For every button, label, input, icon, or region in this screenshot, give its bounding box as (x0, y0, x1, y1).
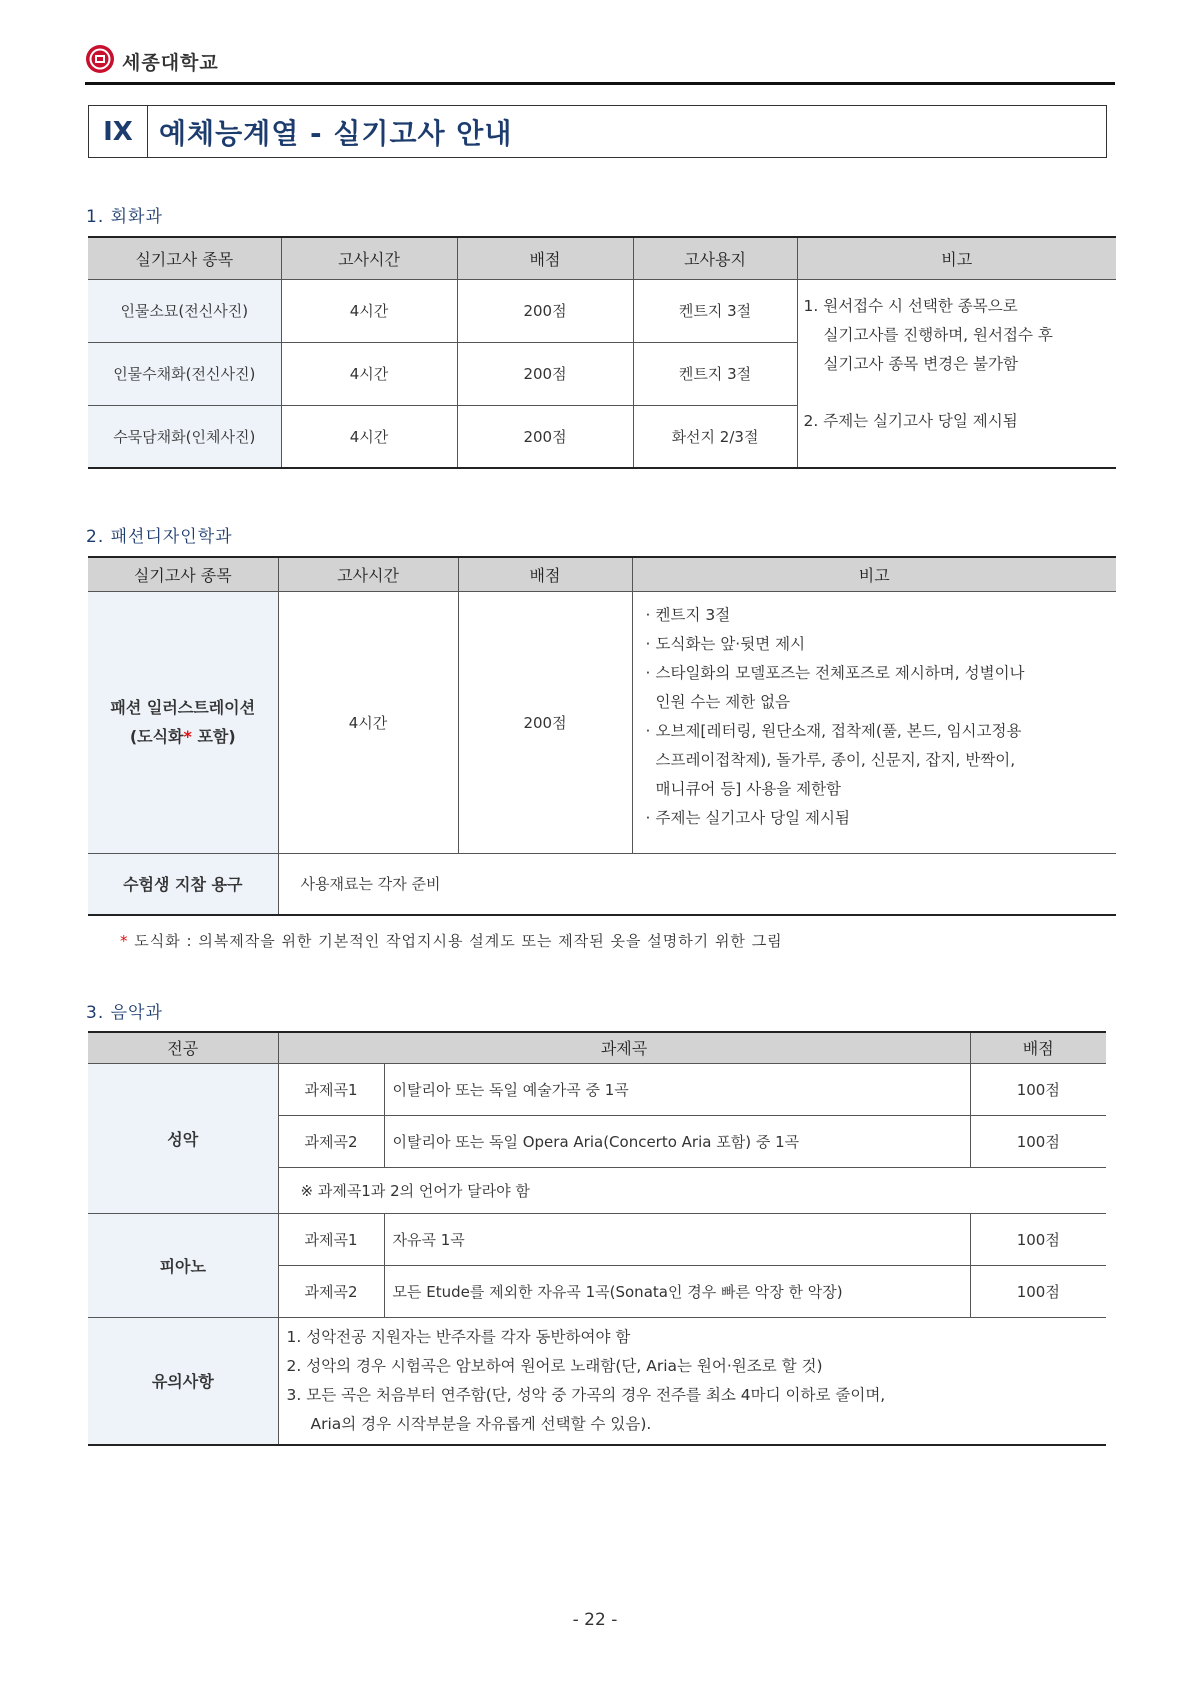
piece-score: 100점 (970, 1063, 1106, 1115)
exam-score: 200점 (457, 405, 633, 468)
note-1-line2: 실기고사를 진행하며, 원서접수 후 (823, 325, 1053, 344)
music-exam-table (88, 1031, 1106, 1446)
table-row (88, 853, 1116, 915)
piece-desc: 모든 Etude를 제외한 자유곡 1곡(Sonata인 경우 빠른 악장 한 악장) (384, 1265, 970, 1317)
piece-desc: 자유곡 1곡 (384, 1213, 970, 1265)
item-line1: 패션 일러스트레이션 (110, 698, 256, 717)
item-line2-pre: (도식화 (129, 727, 184, 746)
header-paper: 고사용지 (633, 237, 797, 279)
footnote-star: * (120, 932, 129, 950)
page-header (85, 44, 1115, 84)
item-line2-post: 포함) (191, 727, 236, 746)
exam-paper: 화선지 2/3절 (633, 405, 797, 468)
chapter-title-box (88, 105, 1107, 158)
table-row (88, 591, 1116, 853)
vocal-remark: ※ 과제곡1과 2의 언어가 달라야 함 (278, 1167, 1106, 1213)
exam-item: 인물소묘(전신사진) (88, 279, 281, 342)
note-item: · 도식화는 앞·뒷면 제시 (646, 630, 1112, 659)
chapter-number: IX (89, 106, 148, 157)
piece-label: 과제곡2 (278, 1265, 384, 1317)
header-rule (85, 82, 1115, 85)
piece-label: 과제곡2 (278, 1115, 384, 1167)
section-title-music: 3. 음악과 (86, 1003, 163, 1023)
piece-desc: 이탈리아 또는 독일 예술가곡 중 1곡 (384, 1063, 970, 1115)
university-seal-icon (85, 44, 115, 74)
piece-label: 과제곡1 (278, 1213, 384, 1265)
piece-score: 100점 (970, 1213, 1106, 1265)
caution-item-cont: Aria의 경우 시작부분을 자유롭게 선택할 수 있음). (310, 1414, 652, 1433)
major-vocal: 성악 (88, 1063, 278, 1213)
supplies-label: 수험생 지참 용구 (88, 853, 278, 915)
fashion-notes (632, 591, 1116, 853)
exam-time: 4시간 (281, 342, 457, 405)
header-item: 실기고사 종목 (88, 557, 278, 591)
exam-time: 4시간 (281, 279, 457, 342)
caution-item: 2. 성악의 경우 시험곡은 암보하여 원어로 노래함(단, Aria는 원어·원조로 할 것) (286, 1356, 823, 1375)
section-title-fashion: 2. 패션디자인학과 (86, 527, 233, 547)
header-score: 배점 (970, 1032, 1106, 1063)
university-name: 세종대학교 (122, 52, 219, 74)
piece-desc: 이탈리아 또는 독일 Opera Aria(Concerto Aria 포함) 중 1곡 (384, 1115, 970, 1167)
exam-score: 200점 (457, 342, 633, 405)
caution-item: 1. 성악전공 지원자는 반주자를 각자 동반하여야 함 (286, 1327, 631, 1346)
header-item: 실기고사 종목 (88, 237, 281, 279)
note-2: 2. 주제는 실기고사 당일 제시됨 (803, 411, 1018, 430)
note-item (646, 717, 1112, 804)
header-major: 전공 (88, 1032, 278, 1063)
note-line: 오브제[레터링, 원단소재, 접착제(풀, 본드, 임시고정용 (655, 721, 1022, 740)
exam-paper: 켄트지 3절 (633, 279, 797, 342)
note-item: · 켄트지 3절 (646, 601, 1112, 630)
painting-notes (797, 279, 1116, 468)
header-note: 비고 (632, 557, 1116, 591)
chapter-title: 예체능계열 - 실기고사 안내 (159, 116, 513, 150)
footnote-star: * (183, 727, 192, 746)
table-row (88, 1063, 1106, 1115)
piece-score: 100점 (970, 1265, 1106, 1317)
note-1-line3: 실기고사 종목 변경은 불가함 (823, 354, 1018, 373)
header-note: 비고 (797, 237, 1116, 279)
note-line: 스타일화의 모델포즈는 전체포즈로 제시하며, 성별이나 (655, 663, 1025, 682)
header-score: 배점 (457, 237, 633, 279)
note-line: 매니큐어 등] 사용을 제한함 (655, 779, 842, 798)
exam-score: 200점 (457, 279, 633, 342)
fashion-exam-table (88, 556, 1116, 916)
major-piano: 피아노 (88, 1213, 278, 1317)
note-line: 스프레이접착제), 돌가루, 종이, 신문지, 잡지, 반짝이, (655, 750, 1016, 769)
header-piece: 과제곡 (278, 1032, 970, 1063)
header-time: 고사시간 (281, 237, 457, 279)
cautions-list (278, 1317, 1106, 1445)
header-time: 고사시간 (278, 557, 458, 591)
table-row (88, 1317, 1106, 1445)
caution-item: 3. 모든 곡은 처음부터 연주함(단, 성악 중 가곡의 경우 전주를 최소 4마디 이하로 줄이며, (286, 1385, 886, 1404)
exam-item: 수묵담채화(인체사진) (88, 405, 281, 468)
exam-paper: 켄트지 3절 (633, 342, 797, 405)
section-title-painting: 1. 회화과 (86, 207, 163, 227)
header-score: 배점 (458, 557, 632, 591)
supplies-value: 사용재료는 각자 준비 (278, 853, 1116, 915)
piece-score: 100점 (970, 1115, 1106, 1167)
exam-score: 200점 (458, 591, 632, 853)
page-number: - 22 - (572, 1610, 618, 1630)
exam-item: 인물수채화(전신사진) (88, 342, 281, 405)
table-row (88, 279, 1116, 342)
footnote (120, 930, 783, 951)
piece-label: 과제곡1 (278, 1063, 384, 1115)
exam-time: 4시간 (281, 405, 457, 468)
footnote-text: 도식화 : 의복제작을 위한 기본적인 작업지시용 설계도 또는 제작된 옷을 설명하기 위한 그림 (128, 932, 783, 950)
note-line: 인원 수는 제한 없음 (655, 692, 791, 711)
exam-time: 4시간 (278, 591, 458, 853)
note-item: · 주제는 실기고사 당일 제시됨 (646, 804, 1112, 833)
table-row (88, 1213, 1106, 1265)
note-1-line1: 1. 원서접수 시 선택한 종목으로 (803, 296, 1018, 315)
note-item (646, 659, 1112, 717)
fashion-exam-item (88, 591, 278, 853)
cautions-label: 유의사항 (88, 1317, 278, 1445)
painting-exam-table (88, 236, 1116, 469)
